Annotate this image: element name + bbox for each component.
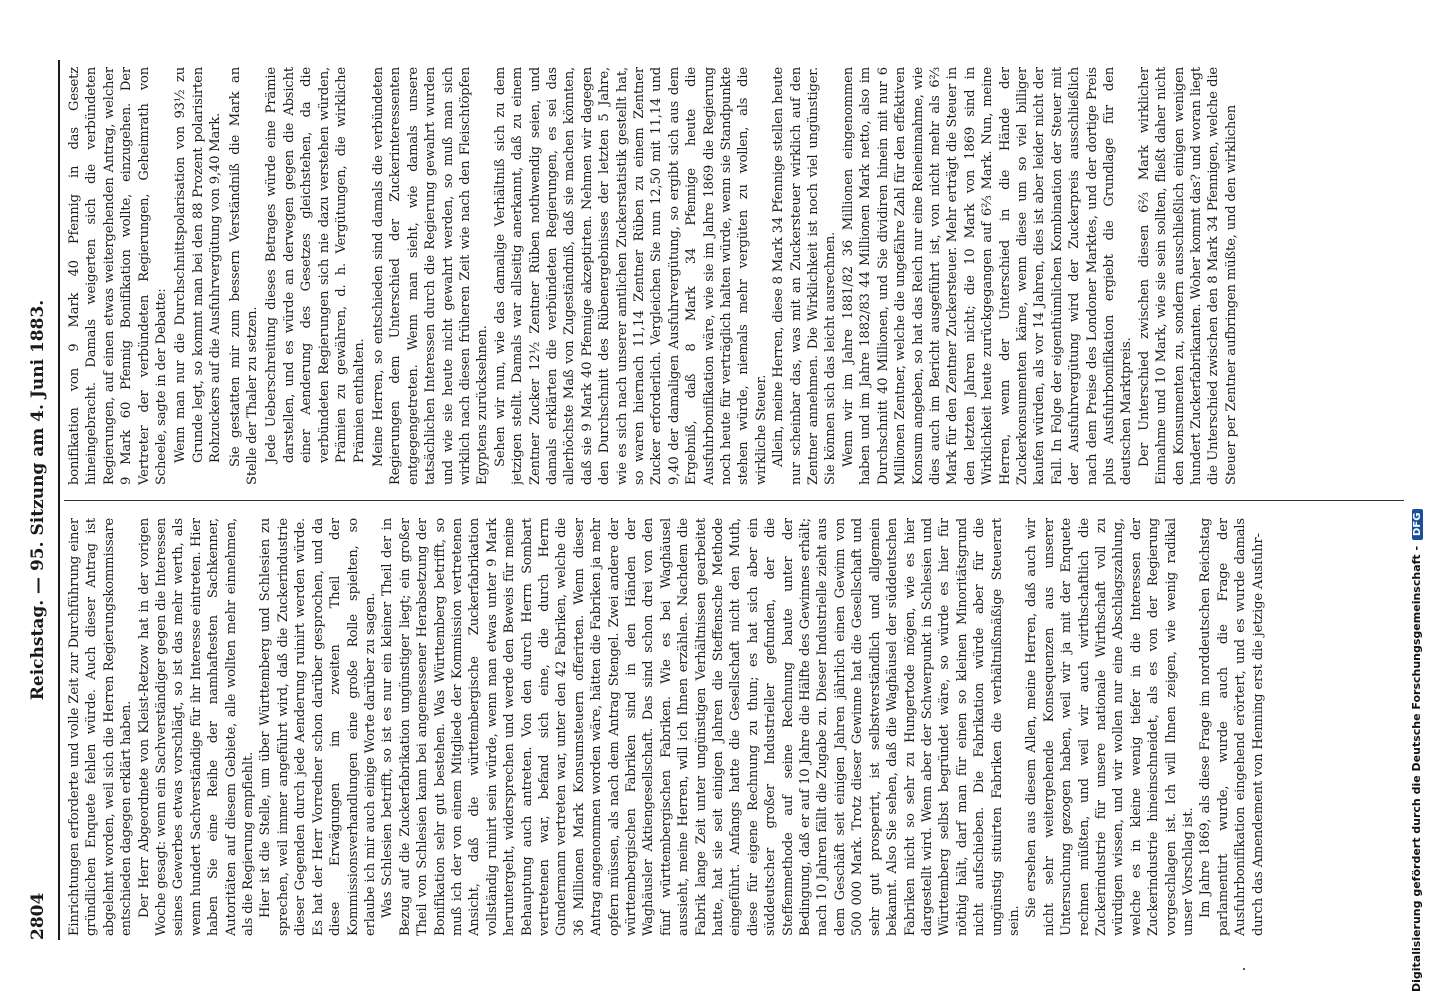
quote-1: Wenn man nur die Durchschnittspolarisation von 93½ zu Grunde legt, so kommt man bei den 88 Prozent polarisirten Rohzuckers auf die Ausfuhrvergütung von 9,40 Mark. — [173, 67, 224, 463]
quote-2: Jede Ueberschreitung dieses Betrages würde eine Prämie darstellen, und es würde an derwegen gegen die Absicht einer Aenderung des Gesetzes gleichstehen, da die verbündeten Regierungen sich nie dazu verstehen würden, Prämien zu gewähren, d. h. Vergütungen, die wirkliche Prämien enthalten. — [264, 67, 367, 463]
right-paragraph-1: bonifikation von 9 Mark 40 Pfennig in das Gesetz hineingebracht. Damals weigerten sich die verbündeten Regierungen, auf einen etwas weitergehenden Antrag, welcher 9 Mark 60 Pfennig Bonifikation wollte, einzugehen. Der Vertreter der verbündeten Regierungen, Geheimrath von Scheele, sagte in der Debatte: — [67, 67, 170, 485]
page-number: 2804 — [28, 892, 48, 940]
dfg-logo: DFG — [1412, 509, 1423, 540]
quote-block-2 — [263, 67, 367, 485]
left-paragraph-5: Sie ersehen aus diesem Allen, meine Herren, daß auch wir nicht sehr weitergehende Konsequenzen aus unserer Untersuchung gezogen haben, weil wir ja mit der Enquete rechnen müßten, und weil wir auch wirthschaftlich die Zuckerindustrie für unsere nationale Wirthschaft voll zu würdigen wissen, und wir wollen nur eine Abschlagszahlung, welche es in kleine wenig tiefer in die Interessen der Zuckerindustrie hineinschneidet, als es von der Regierung vorgeschlagen ist. Ich will Ihnen zeigen, wie wenig radikal unser Vorschlag ist. — [1024, 518, 1196, 936]
quote-block-1 — [172, 67, 224, 485]
left-paragraph-6: Im Jahre 1869, als diese Frage im norddeutschen Reichstag parlamentirt wurde, wurde auch die Frage der Ausfuhrbonifikation eingehend erörtert, und es wurde damals durch das Amendement von Henning erst die jetzige Ausfuhr- — [1198, 518, 1266, 936]
right-paragraph-2: Sie gestatten mir zum bessern Verständniß die Mark an Stelle der Thaler zu setzen. — [227, 67, 261, 485]
scan-speck — [1243, 968, 1245, 970]
right-paragraph-3: Meine Herren, so entschieden sind damals die verbündeten Regierungen dem Unterschied der Zuckerinteressenten entgegengetreten. Wenn man sieht, wie damals unsere tatsächlichen Interessen durch die Regierung gewahrt wurden und wie sie heute nicht gewahrt werden, so muß man sich wirklich nach diesen früheren Zeit wie nach den Fleischtöpfen Egyptens zurücksehnen. — [370, 67, 491, 485]
column-divider — [64, 500, 1404, 501]
credit-label: Digitalisierung gefördert durch die Deutsche Forschungsgemeinschaft - — [1410, 545, 1423, 992]
left-column — [66, 518, 1404, 936]
right-column — [66, 67, 1404, 485]
header-rule — [58, 60, 60, 940]
right-paragraph-6: Wenn wir im Jahre 1881/82 36 Millionen eingenommen haben und im Jahre 1882/83 44 Millionen Mark netto, also im Durchschnitt 40 Millionen, und Sie dividiren hinein mit nur 6 Millionen Zentner, welche die ungefähre Zahl für den effektiven Konsum angeben, so hat das Reich nur eine Reineinnahme, wie dies auch im Bericht ausgeführt ist, von nicht mehr als 6⅔ Mark für den Zentner Zuckersteuer. Mehr erträgt die Steuer in den letzten Jahren nicht; die 10 Mark von 1869 sind in Wirklichkeit heute zurückgegangen auf 6⅔ Mark. Nun, meine Herren, wenn der Unterschied in die Hände der Zuckerkonsumenten käme, wenn diese um so viel billiger kaufen würden, als vor 14 Jahren, dies ist aber leider nicht der Fall. In Folge der eigenthümlichen Kombination der Steuer mit der Ausfuhrvergütung wird der Zuckerpreis ausschließlich nach dem Preise des Londoner Marktes, und der dortige Preis plus Ausfuhrbonifikation ergiebt die Grundlage für den deutschen Marktpreis. — [840, 67, 1135, 485]
right-paragraph-7: Der Unterschied zwischen diesen 6⅔ Mark wirklicher Einnahme und 10 Mark, wie sie sein sollten, fließt daher nicht den Konsumenten zu, sondern ausschließlich einigen wenigen hundert Zuckerfabrikanten. Woher kommt das? und woran liegt die Unterschied zwischen den 8 Mark 34 Pfennigen, welche die Steuer per Zentner aufbringen müßte, und den wirklichen — [1136, 67, 1239, 485]
left-paragraph-2: Der Herr Abgeordnete von Kleist-Retzow hat in der vorigen Woche gesagt: wenn ein Sachverständiger gegen die Interessen seines Gewerbes etwas vorschlägt, so ist das mehr werth, als wenn hundert Sachverständige für ihr Interesse eintreten. Hier haben Sie eine Reihe der namhaftesten Sachkenner, Autoritäten auf diesem Gebiete, alle wollten mehr einnehmen, als die Regierung empfiehlt. — [136, 518, 257, 936]
right-paragraph-4: Sehen wir nun, wie das damalige Verhältniß sich zu dem jetzigen stellt. Damals war allseitig anerkannt, daß zu einem Zentner Zucker 12½ Zentner Rüben nothwendig seien, und damals erklärten die verbündeten Regierungen, es sei das allerhöchste Maß von Zugeständniß, daß sie machen könnten, daß sie 9 Mark 40 Pfennige akzeptirten. Nehmen wir dagegen den Durchschnitt des Rübenergebnisses der letzten 5 Jahre, wie es sich nach unserer amtlichen Zuckerstatistik gestellt hat, so waren hiernach 11,14 Zentner Rüben zu einem Zentner Zucker erforderlich. Vergleichen Sie nun 12,50 mit 11,14 und 9,40 der damaligen Ausfuhrvergütung, so ergibt sich aus dem Ergebniß, daß 8 Mark 34 Pfennige heute die Ausfuhrbonifikation wäre, wie sie im Jahre 1869 die Regierung noch heute für verträglich halten würde, wenn sie Standpunkte stehen würde, niemals mehr vergüten zu wollen, als die wirkliche Steuer. — [492, 67, 769, 485]
page-header — [28, 60, 52, 940]
left-paragraph-1: Einrichtungen erforderte und volle Zeit zur Durchführung einer gründlichen Enquete fehlen würde. Auch dieser Antrag ist abgelehnt worden, weil sich die Herren Regierungskommissare entschieden dagegen erklärt haben. — [67, 518, 135, 936]
left-paragraph-4: Was Schlesien betrifft, so ist es nur ein kleiner Theil der in Bezug auf die Zuckerfabrikation ungünstiger liegt; ein großer Theil von Schlesien kann bei angemessener Herabsetzung der Bonifikation sehr gut bestehen. Was Württemberg betrifft, so muß ich der von einem Mitgliede der Kommission vertretenen Ansicht, daß die württembergische Zuckerfabrikation vollständig ruinirt sein würde, wenn man etwas unter 9 Mark heruntergeht, widersprechen und werde den Beweis für meine Behauptung auch antreten. Von den durch Herrn Sombart vertretenen war, befand sich eine, die durch Herrn Gundermann vertreten war, unter den 42 Fabriken, welche die 36 Millionen Mark Konsumsteuern offerirten. Wenn dieser Antrag angenommen worden wäre, hätten die Fabriken ja mehr opfern müssen, als nach dem Antrag Stengel. Zwei andere der württembergischen Fabriken sind in den Händen der Waghäusler Aktiengesellschaft. Das sind schon drei von den fünf württembergischen Fabriken. Wie es bei Waghäusel aussieht, meine Herren, will ich Ihnen erzählen. Nachdem die Fabrik lange Zeit unter ungünstigen Verhältnissen gearbeitet hatte, hat sie seit einigen Jahren die Steffensche Methode eingeführt. Anfangs hatte die Gesellschaft nicht den Muth, diese für eigene Rechnung zu thun; es hat sich aber ein süddeutscher großer Industrieller gefunden, der die Steffenmethode auf seine Rechnung baute unter der Bedingung, daß er auf 10 Jahre die Hälfte des Gewinnes erhält; nach 10 Jahren fällt die Zugabe zu. Dieser Industrielle zieht aus dem Geschäft seit einigen Jahren jährlich einen Gewinn von 500 000 Mark. Trotz dieser Gewinne hat die Gesellschaft und sehr gut prosperirt, ist selbstverständlich und allgemein bekannt. Also Sie sehen, daß die Waghäusel der süddeutschen Fabriken nicht so sehr zu Hungertode mögen, wie es hier dargestellt wird. Wenn aber der Schwerpunkt in Schlesien und Württemberg selbst begründet wäre, so würde es hier für nöthig hält, darf man für einen so kleinen Minoritätsgrund nicht aufschieben. Die Fabrikation würde aber für die ungünstig situirten Fabriken die verhältnißmäßige Steuerart sein. — [380, 518, 1022, 936]
right-paragraph-5: Allein, meine Herren, diese 8 Mark 34 Pfennige stellen heute nur scheinbar das, was mit an Zuckersteuer wirklich auf den Zentner annehmen. Die Wirklichkeit ist noch viel ungünstiger. Sie können sich das leicht ausrechnen. — [771, 67, 839, 485]
page-title: Reichstag. — 95. Sitzung am 4. Juni 1883. — [28, 299, 48, 701]
credit-text — [1410, 12, 1423, 992]
left-paragraph-3: Hier ist die Stelle, um über Württemberg und Schlesien zu sprechen, weil immer angeführt wird, daß die Zuckerindustrie dieser Gegenden durch jede Aenderung ruinirt werden würde. Es hat der Herr Vorredner schon darüber gesprochen, und da diese Erwägungen im zweiten Theil der Kommissionsverhandlungen eine große Rolle spielten, so erlaube ich mir auch einige Worte darüber zu sagen. — [258, 518, 378, 936]
digitization-credit — [1406, 0, 1432, 1000]
